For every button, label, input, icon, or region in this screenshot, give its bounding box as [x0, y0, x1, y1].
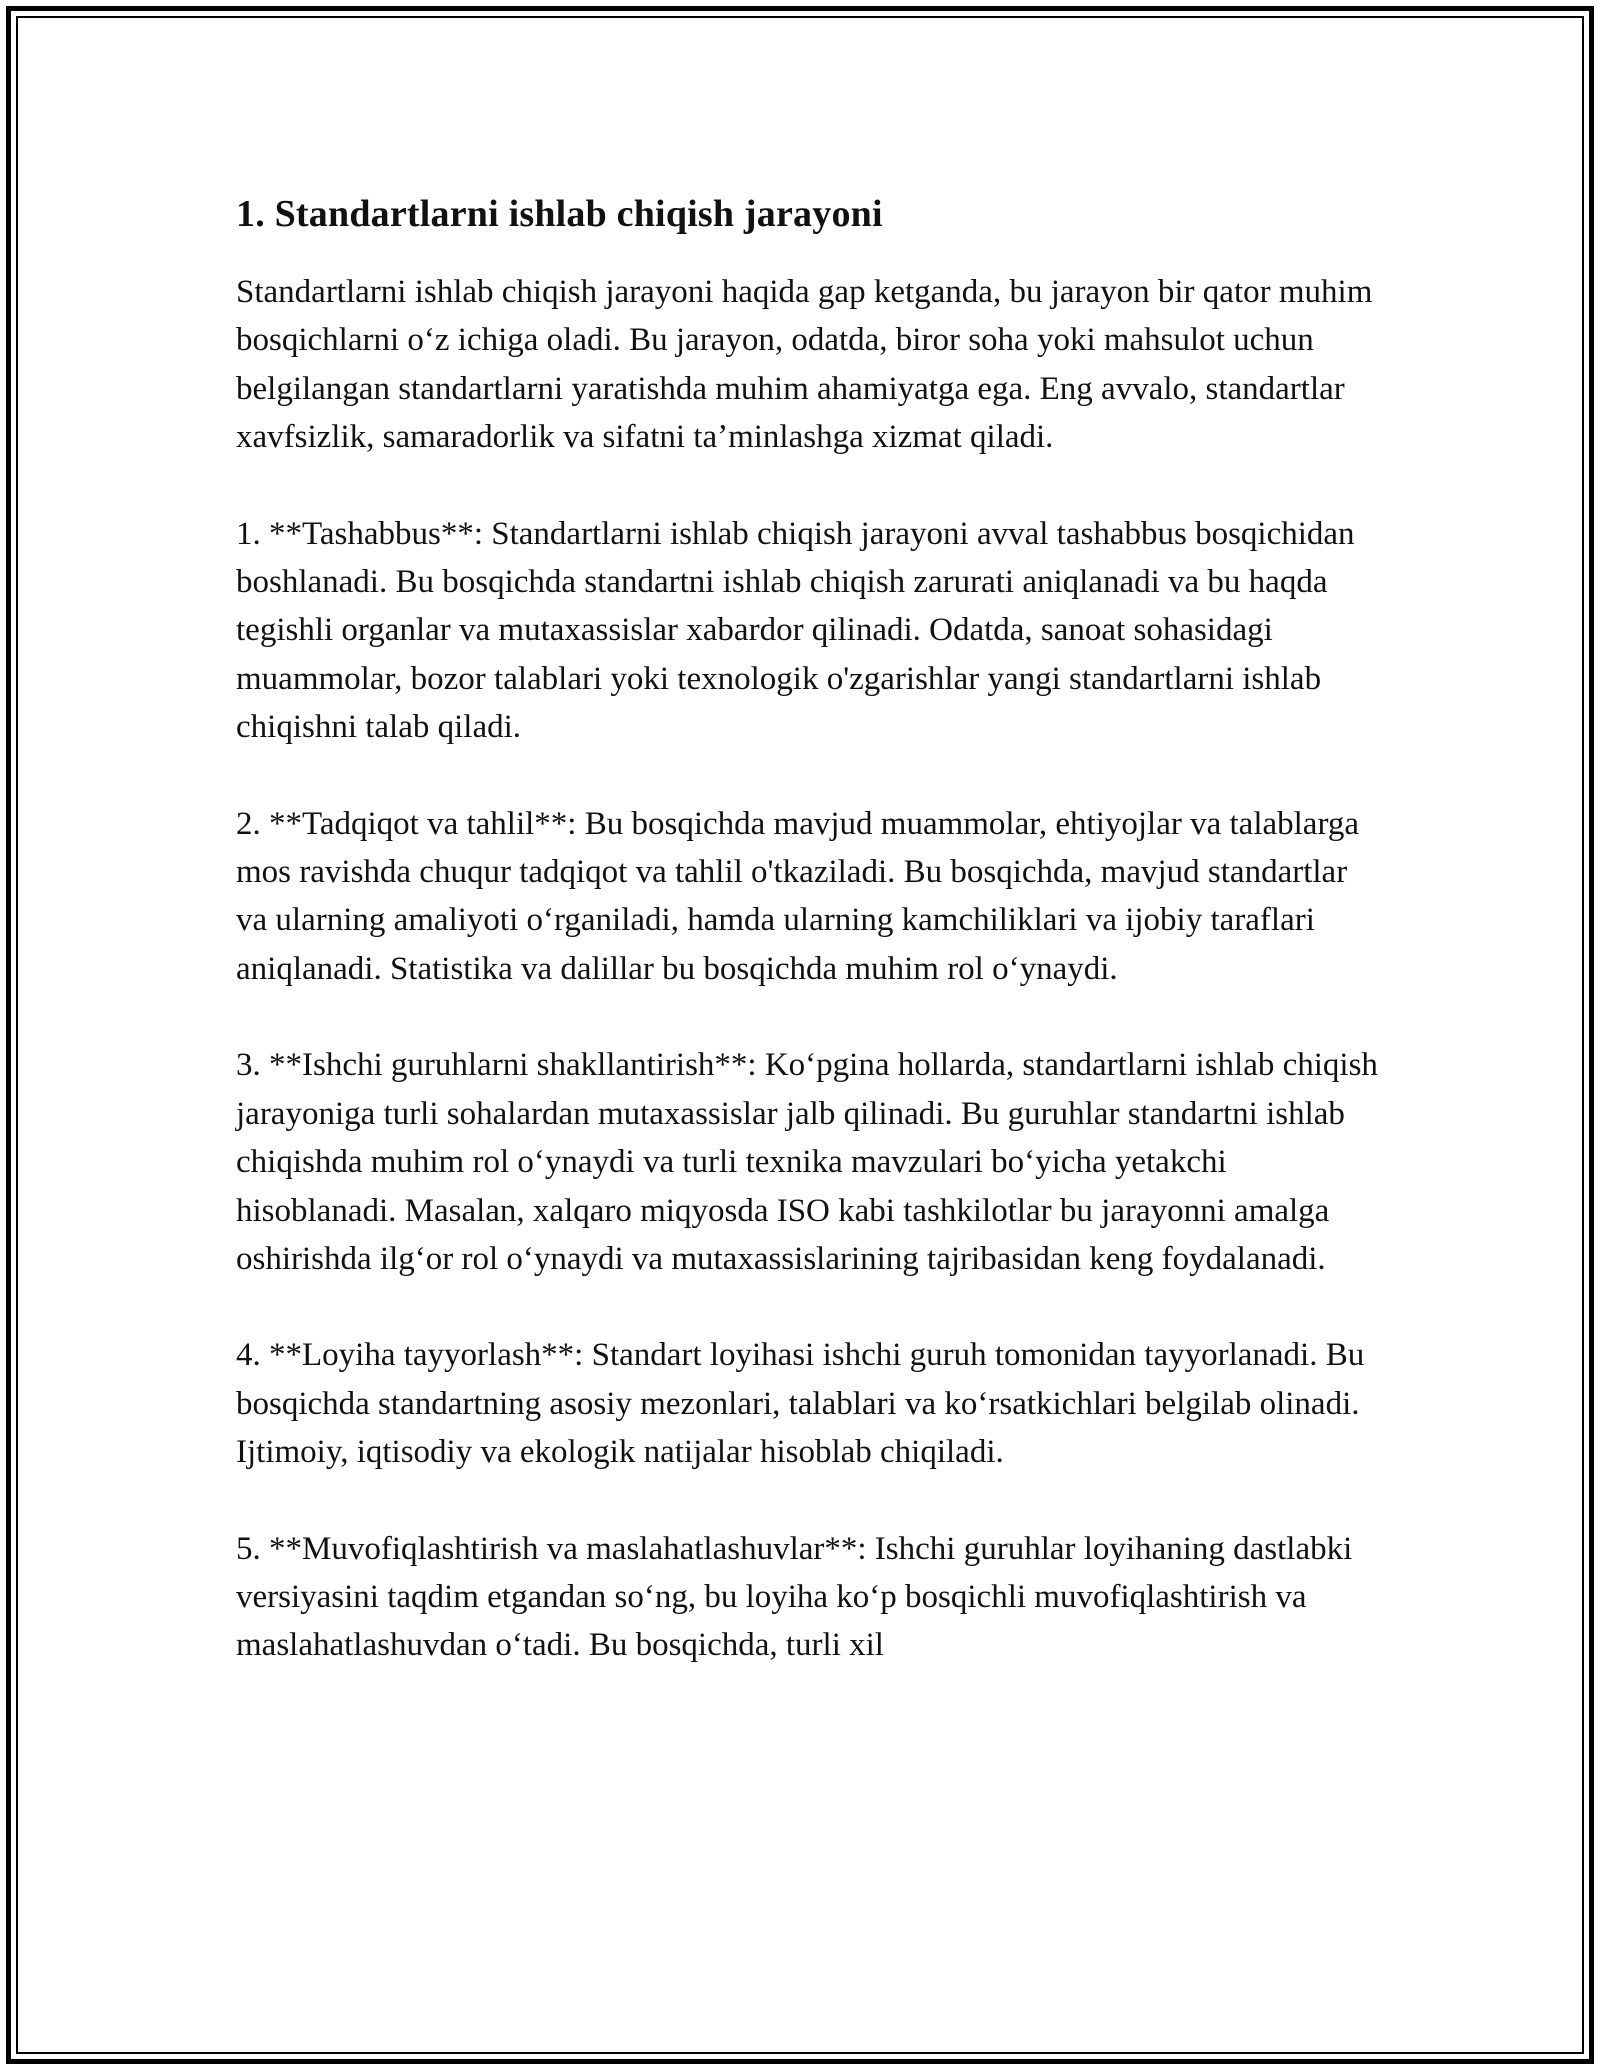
step-5-paragraph: 5. **Muvofiqlashtirish va maslahatlashuvlar**: Ishchi guruhlar loyihaning dastlabki versiyasini taqdim etgandan soʻng, bu loyiha koʻp bosqichli muvofiqlashtirish va maslahatlashuvdan oʻtadi. Bu bosqichda, turli xil	[236, 1530, 1353, 1664]
step-1-paragraph: 1. **Tashabbus**: Standartlarni ishlab chiqish jarayoni avval tashabbus bosqichidan boshlanadi. Bu bosqichda standartni ishlab chiqish zarurati aniqlanadi va bu haqda tegishli organlar va mutaxassislar xabardor qilinadi. Odatda, sanoat sohasidagi muammolar, bozor talablari yoki texnologik o'zgarishlar yangi standartlarni ishlab chiqishni talab qiladi.	[236, 515, 1355, 746]
step-2-paragraph: 2. **Tadqiqot va tahlil**: Bu bosqichda mavjud muammolar, ehtiyojlar va talablarga mos ravishda chuqur tadqiqot va tahlil o'tkaziladi. Bu bosqichda, mavjud standartlar va ularning amaliyoti oʻrganiladi, hamda ularning kamchiliklari va ijobiy taraflari aniqlanadi. Statistika va dalillar bu bosqichda muhim rol oʻynaydi.	[236, 805, 1359, 987]
document-body	[236, 186, 1386, 1718]
section-heading: 1. Standartlarni ishlab chiqish jarayoni	[236, 193, 883, 235]
intro-paragraph: Standartlarni ishlab chiqish jarayoni haqida gap ketganda, bu jarayon bir qator muhim bosqichlarni oʻz ichiga oladi. Bu jarayon, odatda, biror soha yoki mahsulot uchun belgilangan standartlarni yaratishda muhim ahamiyatga ega. Eng avvalo, standartlar xavfsizlik, samaradorlik va sifatni taʼminlashga xizmat qiladi.	[236, 274, 1373, 456]
step-3-paragraph: 3. **Ishchi guruhlarni shakllantirish**: Koʻpgina hollarda, standartlarni ishlab chiqish jarayoniga turli sohalardan mutaxassislar jalb qilinadi. Bu guruhlar standartni ishlab chiqishda muhim rol oʻynaydi va turli texnika mavzulari boʻyicha yetakchi hisoblanadi. Masalan, xalqaro miqyosda ISO kabi tashkilotlar bu jarayonni amalga oshirishda ilgʻor rol oʻynaydi va mutaxassislarining tajribasidan keng foydalanadi.	[236, 1047, 1378, 1277]
step-4-paragraph: 4. **Loyiha tayyorlash**: Standart loyihasi ishchi guruh tomonidan tayyorlanadi. Bu bosqichda standartning asosiy mezonlari, talablari va koʻrsatkichlari belgilab olinadi. Ijtimoiy, iqtisodiy va ekologik natijalar hisoblab chiqiladi.	[236, 1337, 1365, 1471]
